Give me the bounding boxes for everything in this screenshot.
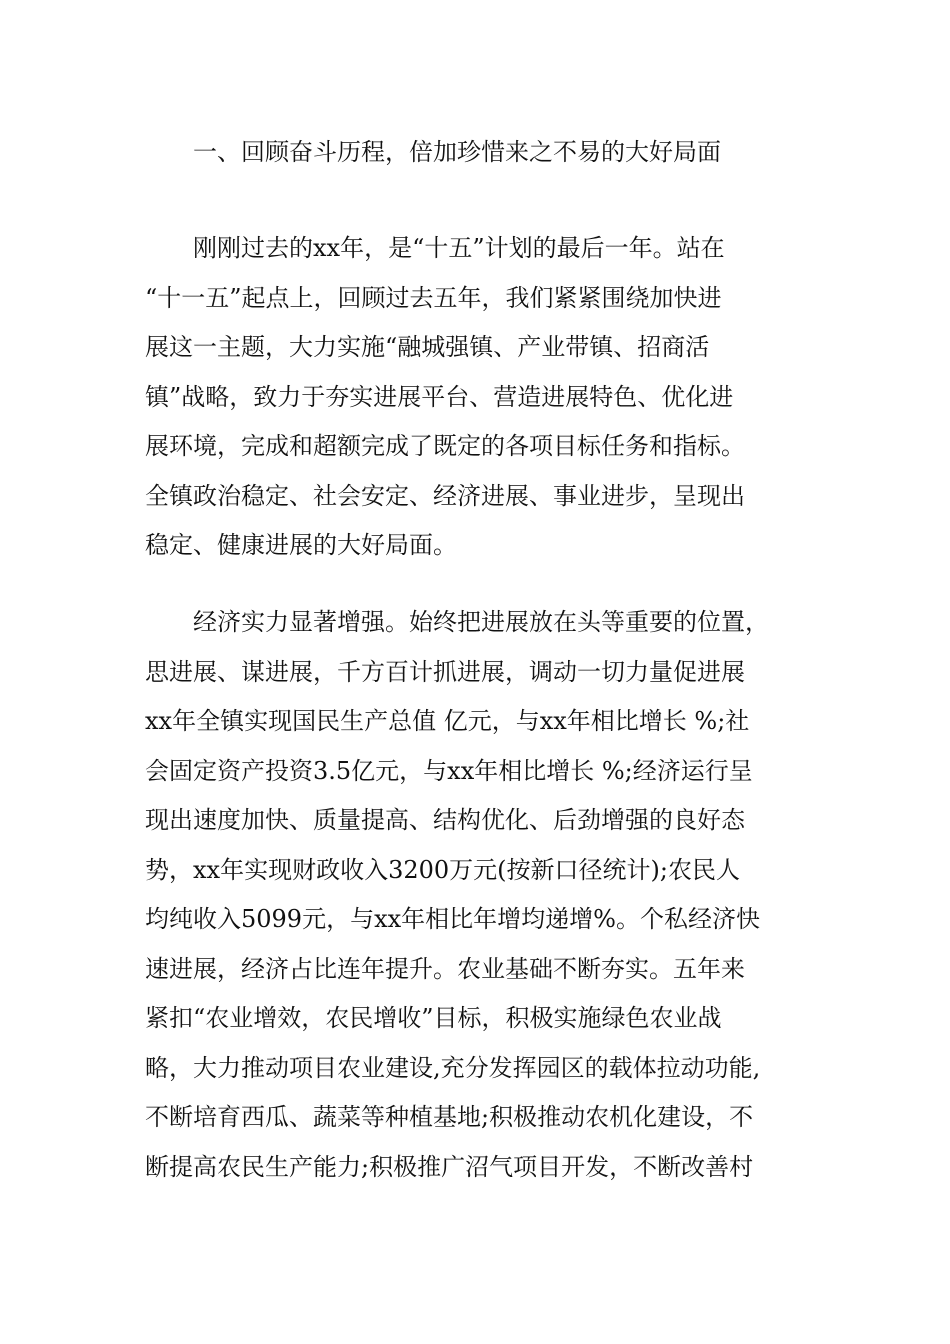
paragraph-review [145, 224, 835, 571]
paragraph-line: xx年全镇实现国民生产总值 亿元，与xx年相比增长 %;社 [145, 707, 750, 735]
section-heading: 一、回顾奋斗历程，倍加珍惜来之不易的大好局面 [193, 138, 721, 166]
paragraph-line: 现出速度加快、质量提高、结构优化、后劲增强的良好态 [145, 806, 745, 834]
paragraph-line: 略，大力推动项目农业建设,充分发挥园区的载体拉动功能, [145, 1053, 761, 1082]
paragraph-line: 均纯收入5099元，与xx年相比年增均递增%。个私经济快 [145, 905, 760, 933]
paragraph-line: 会固定资产投资3.5亿元，与xx年相比增长 %;经济运行呈 [145, 756, 753, 785]
paragraph-line: 紧扣“农业增效，农民增收”目标，积极实施绿色农业战 [145, 1004, 722, 1032]
paragraph-line: 经济实力显著增强。始终把进展放在头等重要的位置， [193, 608, 769, 636]
paragraph-line: 镇”战略，致力于夯实进展平台、营造进展特色、优化进 [145, 382, 734, 411]
paragraph-line: “十一五”起点上，回顾过去五年，我们紧紧围绕加快进 [145, 283, 722, 312]
paragraph-line: 思进展、谋进展，千方百计抓进展，调动一切力量促进展 [145, 657, 745, 686]
paragraph-line: 展环境，完成和超额完成了既定的各项目标任务和指标。 [145, 432, 745, 460]
paragraph-line: 不断培育西瓜、蔬菜等种植基地;积极推动农机化建设，不 [145, 1103, 754, 1131]
paragraph-line: 展这一主题，大力实施“融城强镇、产业带镇、招商活 [145, 333, 710, 361]
paragraph-line: 速进展，经济占比连年提升。农业基础不断夯实。五年来 [145, 954, 745, 983]
paragraph-line: 势，xx年实现财政收入3200万元(按新口径统计);农民人 [145, 855, 740, 884]
paragraph-line: 刚刚过去的xx年，是“十五”计划的最后一年。站在 [193, 234, 725, 262]
paragraph-line: 断提高农民生产能力;积极推广沼气项目开发，不断改善村 [145, 1152, 754, 1181]
paragraph-economy [145, 598, 835, 1192]
paragraph-line: 稳定、健康进展的大好局面。 [145, 531, 457, 559]
paragraph-line: 全镇政治稳定、社会安定、经济进展、事业进步，呈现出 [145, 481, 745, 510]
